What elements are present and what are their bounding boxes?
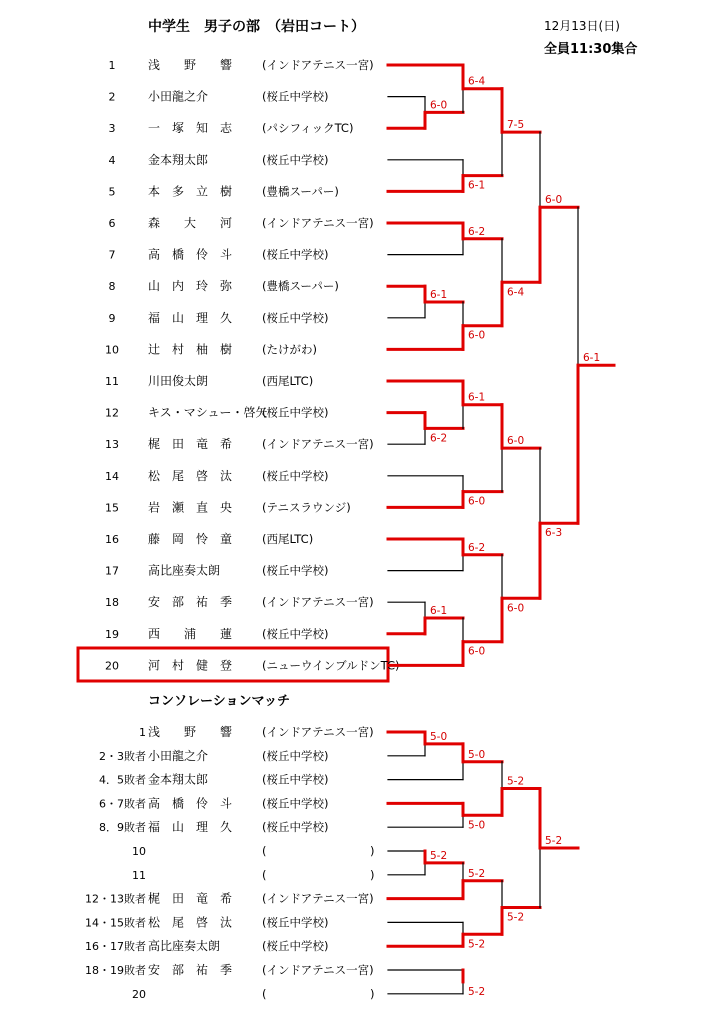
match-score: 6-2 <box>468 225 486 238</box>
player-name: 岩 瀬 直 央 <box>148 500 233 515</box>
player-number: 3 <box>108 122 116 136</box>
match-score: 6-1 <box>430 289 448 301</box>
consolation-player-name: 浅 野 響 <box>148 725 233 739</box>
player-number: 19 <box>105 627 119 641</box>
match-score: 6-0 <box>507 435 525 448</box>
player-number: 5 <box>108 185 116 199</box>
match-score: 6-1 <box>430 605 448 617</box>
consolation-player-team: ( ) <box>262 867 375 882</box>
player-number: 18 <box>105 596 119 610</box>
player-number: 16 <box>105 533 119 546</box>
player-name: 一 塚 知 志 <box>148 121 233 136</box>
consolation-player-team: (桜丘中学校) <box>262 939 329 954</box>
consolation-player-team: (桜丘中学校) <box>262 796 329 811</box>
consolation-seed: 10 <box>132 845 146 858</box>
player-team: (豊橋スーパー) <box>262 184 339 199</box>
match-score: 6-0 <box>430 99 448 112</box>
player-name: 川田俊太朗 <box>148 374 209 388</box>
consolation-player-team: (インドアテニス一宮) <box>262 891 374 906</box>
match-score: 5-2 <box>468 985 486 998</box>
consolation-seed: 16・17敗者 <box>85 940 146 954</box>
match-score: 6-2 <box>468 541 486 554</box>
consolation-player-name: 小田龍之介 <box>148 748 209 763</box>
player-name: 高比座奏太朗 <box>148 563 221 578</box>
consolation-seed: 2・3敗者 <box>99 749 146 763</box>
player-name: 松 尾 啓 汰 <box>148 468 233 483</box>
consolation-seed: 12・13敗者 <box>85 892 146 906</box>
consolation-seed: 14・15敗者 <box>85 916 146 930</box>
consolation-player-name: 高 橋 伶 斗 <box>148 796 233 811</box>
player-name: キス・マシュー・啓矢 <box>148 405 268 420</box>
player-number: 8 <box>108 280 116 294</box>
player-team: (ニューウインブルドンTC) <box>262 658 400 673</box>
match-score: 5-2 <box>468 938 486 951</box>
consolation-player-name: 高比座奏太朗 <box>148 939 221 954</box>
player-team: (たけがわ) <box>262 342 317 357</box>
player-name: 福 山 理 久 <box>148 310 233 325</box>
consolation-seed: 20 <box>132 987 146 1001</box>
consolation-player-name: 福 山 理 久 <box>148 820 233 835</box>
match-score: 5-2 <box>507 911 525 924</box>
player-number: 10 <box>105 343 119 357</box>
consolation-player-name: 梶 田 竜 希 <box>148 891 233 906</box>
player-team: (豊橋スーパー) <box>262 279 339 294</box>
player-team: (パシフィックTC) <box>262 121 354 136</box>
match-score: 6-0 <box>468 495 486 508</box>
player-team: (桜丘中学校) <box>262 405 329 420</box>
player-team: (桜丘中学校) <box>262 89 329 104</box>
player-team: (インドアテニス一宮) <box>262 437 374 452</box>
player-team: (西尾LTC) <box>262 532 314 546</box>
player-name: 藤 岡 怜 童 <box>148 532 233 546</box>
player-team: (インドアテニス一宮) <box>262 58 374 72</box>
match-score: 5-2 <box>468 867 486 880</box>
meeting-time: 全員11:30集合 <box>544 42 638 57</box>
player-number: 7 <box>108 248 116 262</box>
player-number: 14 <box>105 469 119 483</box>
player-number: 9 <box>108 311 116 325</box>
player-name: 西 浦 蓮 <box>148 626 233 641</box>
player-team: (桜丘中学校) <box>262 626 329 641</box>
match-score: 6-1 <box>468 391 486 404</box>
consolation-player-name: 松 尾 啓 汰 <box>148 915 233 930</box>
player-number: 12 <box>105 406 119 420</box>
player-number: 15 <box>105 501 119 515</box>
player-name: 山 内 玲 弥 <box>148 279 233 294</box>
match-score: 6-2 <box>430 432 448 445</box>
player-name: 浅 野 響 <box>148 58 233 72</box>
consolation-player-team: ( ) <box>262 844 375 858</box>
consolation-player-team: (インドアテニス一宮) <box>262 963 374 977</box>
consolation-seed: 1 <box>139 726 146 739</box>
page-title: 中学生 男子の部 （岩田コート） <box>148 19 365 35</box>
match-score: 5-0 <box>430 730 448 743</box>
consolation-seed: 11 <box>132 868 146 882</box>
match-score: 6-4 <box>507 286 525 299</box>
match-score: 6-0 <box>468 645 486 658</box>
player-name: 安 部 祐 季 <box>148 595 233 610</box>
match-score: 6-4 <box>468 75 486 88</box>
match-score: 6-1 <box>468 179 486 192</box>
player-number: 20 <box>105 659 119 673</box>
player-name: 高 橋 伶 斗 <box>148 247 233 262</box>
consolation-seed: 18・19敗者 <box>85 964 146 977</box>
player-number: 17 <box>105 564 119 578</box>
consolation-seed: 6・7敗者 <box>99 797 146 811</box>
match-score: 5-2 <box>507 775 525 788</box>
player-team: (桜丘中学校) <box>262 468 329 483</box>
match-score: 6-3 <box>545 527 563 540</box>
consolation-player-name: 安 部 祐 季 <box>148 963 233 977</box>
player-team: (テニスラウンジ) <box>262 500 351 515</box>
match-score: 6-1 <box>583 352 601 365</box>
player-team: (インドアテニス一宮) <box>262 595 374 610</box>
player-number: 2 <box>108 90 116 104</box>
match-score: 5-2 <box>430 849 448 862</box>
player-team: (桜丘中学校) <box>262 310 329 325</box>
player-number: 13 <box>105 438 119 452</box>
player-team: (桜丘中学校) <box>262 152 329 167</box>
consolation-player-team: (桜丘中学校) <box>262 915 329 930</box>
consolation-player-team: (桜丘中学校) <box>262 748 329 763</box>
player-name: 本 多 立 樹 <box>148 184 233 199</box>
consolation-player-team: (インドアテニス一宮) <box>262 725 374 739</box>
player-number: 11 <box>105 375 119 388</box>
match-score: 6-0 <box>545 194 563 207</box>
player-name: 河 村 健 登 <box>148 658 233 673</box>
consolation-player-team: (桜丘中学校) <box>262 772 329 787</box>
consolation-player-name: 金本翔太郎 <box>148 772 209 787</box>
match-score: 5-0 <box>468 748 486 761</box>
player-name: 梶 田 竜 希 <box>148 437 233 452</box>
match-score: 7-5 <box>507 119 525 132</box>
player-name: 小田龍之介 <box>148 89 209 104</box>
player-name: 金本翔太郎 <box>148 152 209 167</box>
match-score: 6-0 <box>507 602 525 615</box>
player-team: (桜丘中学校) <box>262 247 329 262</box>
player-team: (インドアテニス一宮) <box>262 216 374 230</box>
player-number: 1 <box>108 59 116 72</box>
consolation-player-team: (桜丘中学校) <box>262 820 329 835</box>
player-name: 辻 村 柚 樹 <box>148 342 233 357</box>
event-date: 12月13日(日) <box>544 19 620 33</box>
match-score: 5-2 <box>545 835 563 848</box>
consolation-seed: 8．9敗者 <box>99 821 146 835</box>
consolation-seed: 4．5敗者 <box>99 773 146 787</box>
player-team: (西尾LTC) <box>262 374 314 388</box>
player-name: 森 大 河 <box>148 216 233 230</box>
consolation-player-team: ( ) <box>262 986 375 1001</box>
consolation-title: コンソレーションマッチ <box>148 694 290 709</box>
player-number: 4 <box>108 153 116 167</box>
player-number: 6 <box>108 217 116 230</box>
match-score: 5-0 <box>468 819 486 832</box>
match-score: 6-0 <box>468 329 486 342</box>
player-team: (桜丘中学校) <box>262 563 329 578</box>
